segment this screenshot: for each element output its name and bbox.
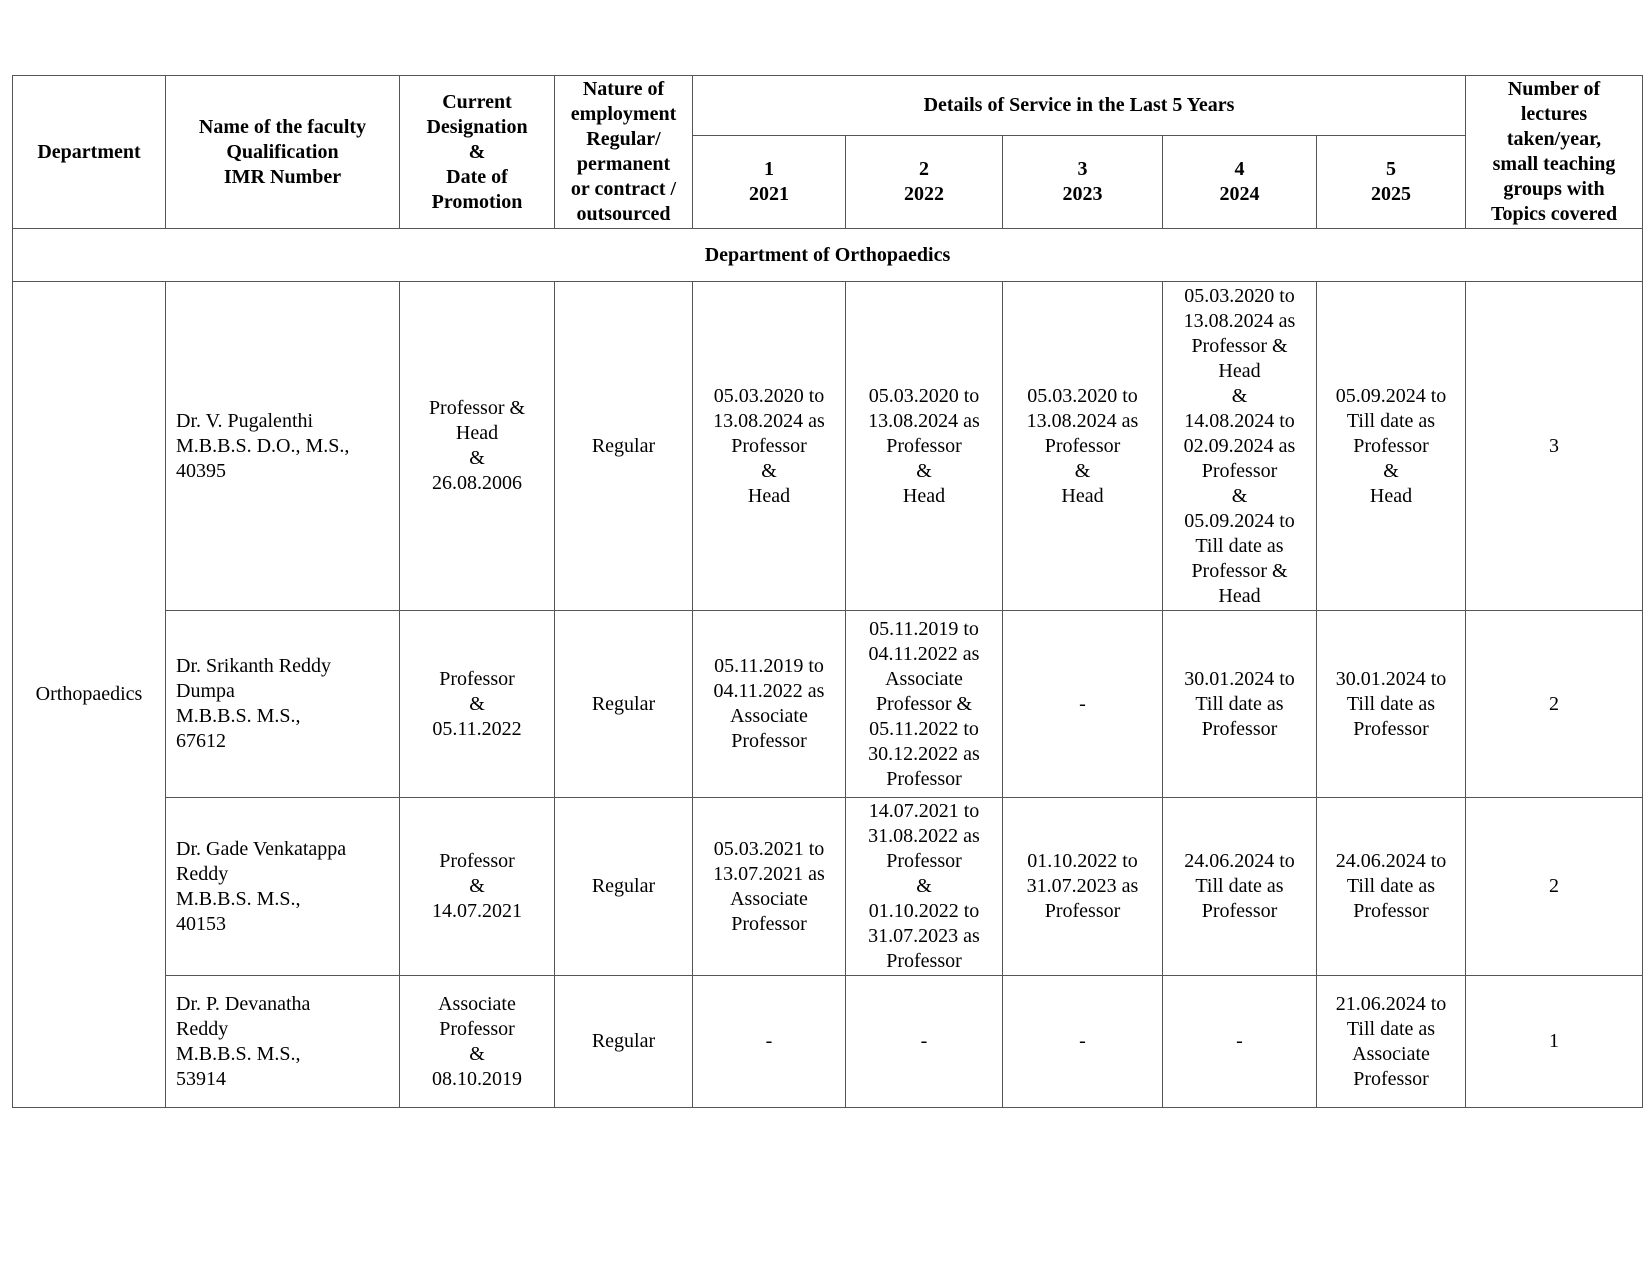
table-row — [13, 282, 1643, 611]
service-cell: 30.01.2024 to Till date as Professor — [1317, 611, 1466, 798]
employment-cell: Regular — [555, 282, 693, 611]
service-cell: 14.07.2021 to 31.08.2022 as Professor & 01.10.2022 to 31.07.2023 as Professor — [846, 798, 1003, 976]
service-cell: - — [1163, 976, 1317, 1108]
table-row — [13, 611, 1643, 798]
service-cell: - — [1003, 976, 1163, 1108]
year-header: 3 2023 — [1003, 136, 1163, 229]
section-title: Department of Orthopaedics — [13, 229, 1643, 282]
service-cell: 24.06.2024 to Till date as Professor — [1317, 798, 1466, 976]
year-header: 5 2025 — [1317, 136, 1466, 229]
header-row — [13, 76, 1643, 136]
service-cell: 05.03.2020 to 13.08.2024 as Professor & Head — [693, 282, 846, 611]
designation-cell: Professor & 05.11.2022 — [400, 611, 555, 798]
table-row — [13, 976, 1643, 1108]
faculty-cell: Dr. Gade Venkatappa Reddy M.B.B.S. M.S., 40153 — [166, 798, 400, 976]
employment-cell: Regular — [555, 798, 693, 976]
service-header: Details of Service in the Last 5 Years — [693, 76, 1466, 136]
service-cell: 05.03.2020 to 13.08.2024 as Professor & Head — [846, 282, 1003, 611]
employment-header: Nature of employment Regular/ permanent or contract / outsourced — [555, 76, 693, 229]
faculty-cell: Dr. P. Devanatha Reddy M.B.B.S. M.S., 53914 — [166, 976, 400, 1108]
designation-cell: Professor & 14.07.2021 — [400, 798, 555, 976]
service-cell: 05.09.2024 to Till date as Professor & Head — [1317, 282, 1466, 611]
lectures-header: Number of lectures taken/year, small teaching groups with Topics covered — [1466, 76, 1643, 229]
lectures-cell: 2 — [1466, 611, 1643, 798]
service-cell: - — [1003, 611, 1163, 798]
service-cell: 01.10.2022 to 31.07.2023 as Professor — [1003, 798, 1163, 976]
service-cell: 05.03.2020 to 13.08.2024 as Professor & Head — [1003, 282, 1163, 611]
department-cell: Orthopaedics — [13, 282, 166, 1108]
year-header: 1 2021 — [693, 136, 846, 229]
service-cell: 30.01.2024 to Till date as Professor — [1163, 611, 1317, 798]
service-cell: 05.03.2021 to 13.07.2021 as Associate Professor — [693, 798, 846, 976]
faculty-header: Name of the faculty Qualification IMR Number — [166, 76, 400, 229]
section-row — [13, 229, 1643, 282]
table-row — [13, 798, 1643, 976]
service-cell: 24.06.2024 to Till date as Professor — [1163, 798, 1317, 976]
service-cell: 05.11.2019 to 04.11.2022 as Associate Professor & 05.11.2022 to 30.12.2022 as Professor — [846, 611, 1003, 798]
lectures-cell: 3 — [1466, 282, 1643, 611]
year-header: 2 2022 — [846, 136, 1003, 229]
lectures-cell: 1 — [1466, 976, 1643, 1108]
designation-cell: Associate Professor & 08.10.2019 — [400, 976, 555, 1108]
faculty-cell: Dr. Srikanth Reddy Dumpa M.B.B.S. M.S., 67612 — [166, 611, 400, 798]
designation-cell: Professor & Head & 26.08.2006 — [400, 282, 555, 611]
year-header: 4 2024 — [1163, 136, 1317, 229]
service-cell: - — [846, 976, 1003, 1108]
lectures-cell: 2 — [1466, 798, 1643, 976]
designation-header: Current Designation & Date of Promotion — [400, 76, 555, 229]
faculty-service-table — [12, 75, 1643, 1108]
service-cell: 21.06.2024 to Till date as Associate Professor — [1317, 976, 1466, 1108]
service-cell: - — [693, 976, 846, 1108]
service-cell: 05.11.2019 to 04.11.2022 as Associate Professor — [693, 611, 846, 798]
faculty-cell: Dr. V. Pugalenthi M.B.B.S. D.O., M.S., 40395 — [166, 282, 400, 611]
employment-cell: Regular — [555, 611, 693, 798]
department-header: Department — [13, 76, 166, 229]
employment-cell: Regular — [555, 976, 693, 1108]
service-cell: 05.03.2020 to 13.08.2024 as Professor & Head & 14.08.2024 to 02.09.2024 as Professor & 05.09.2024 to Till date as Professor & Head — [1163, 282, 1317, 611]
